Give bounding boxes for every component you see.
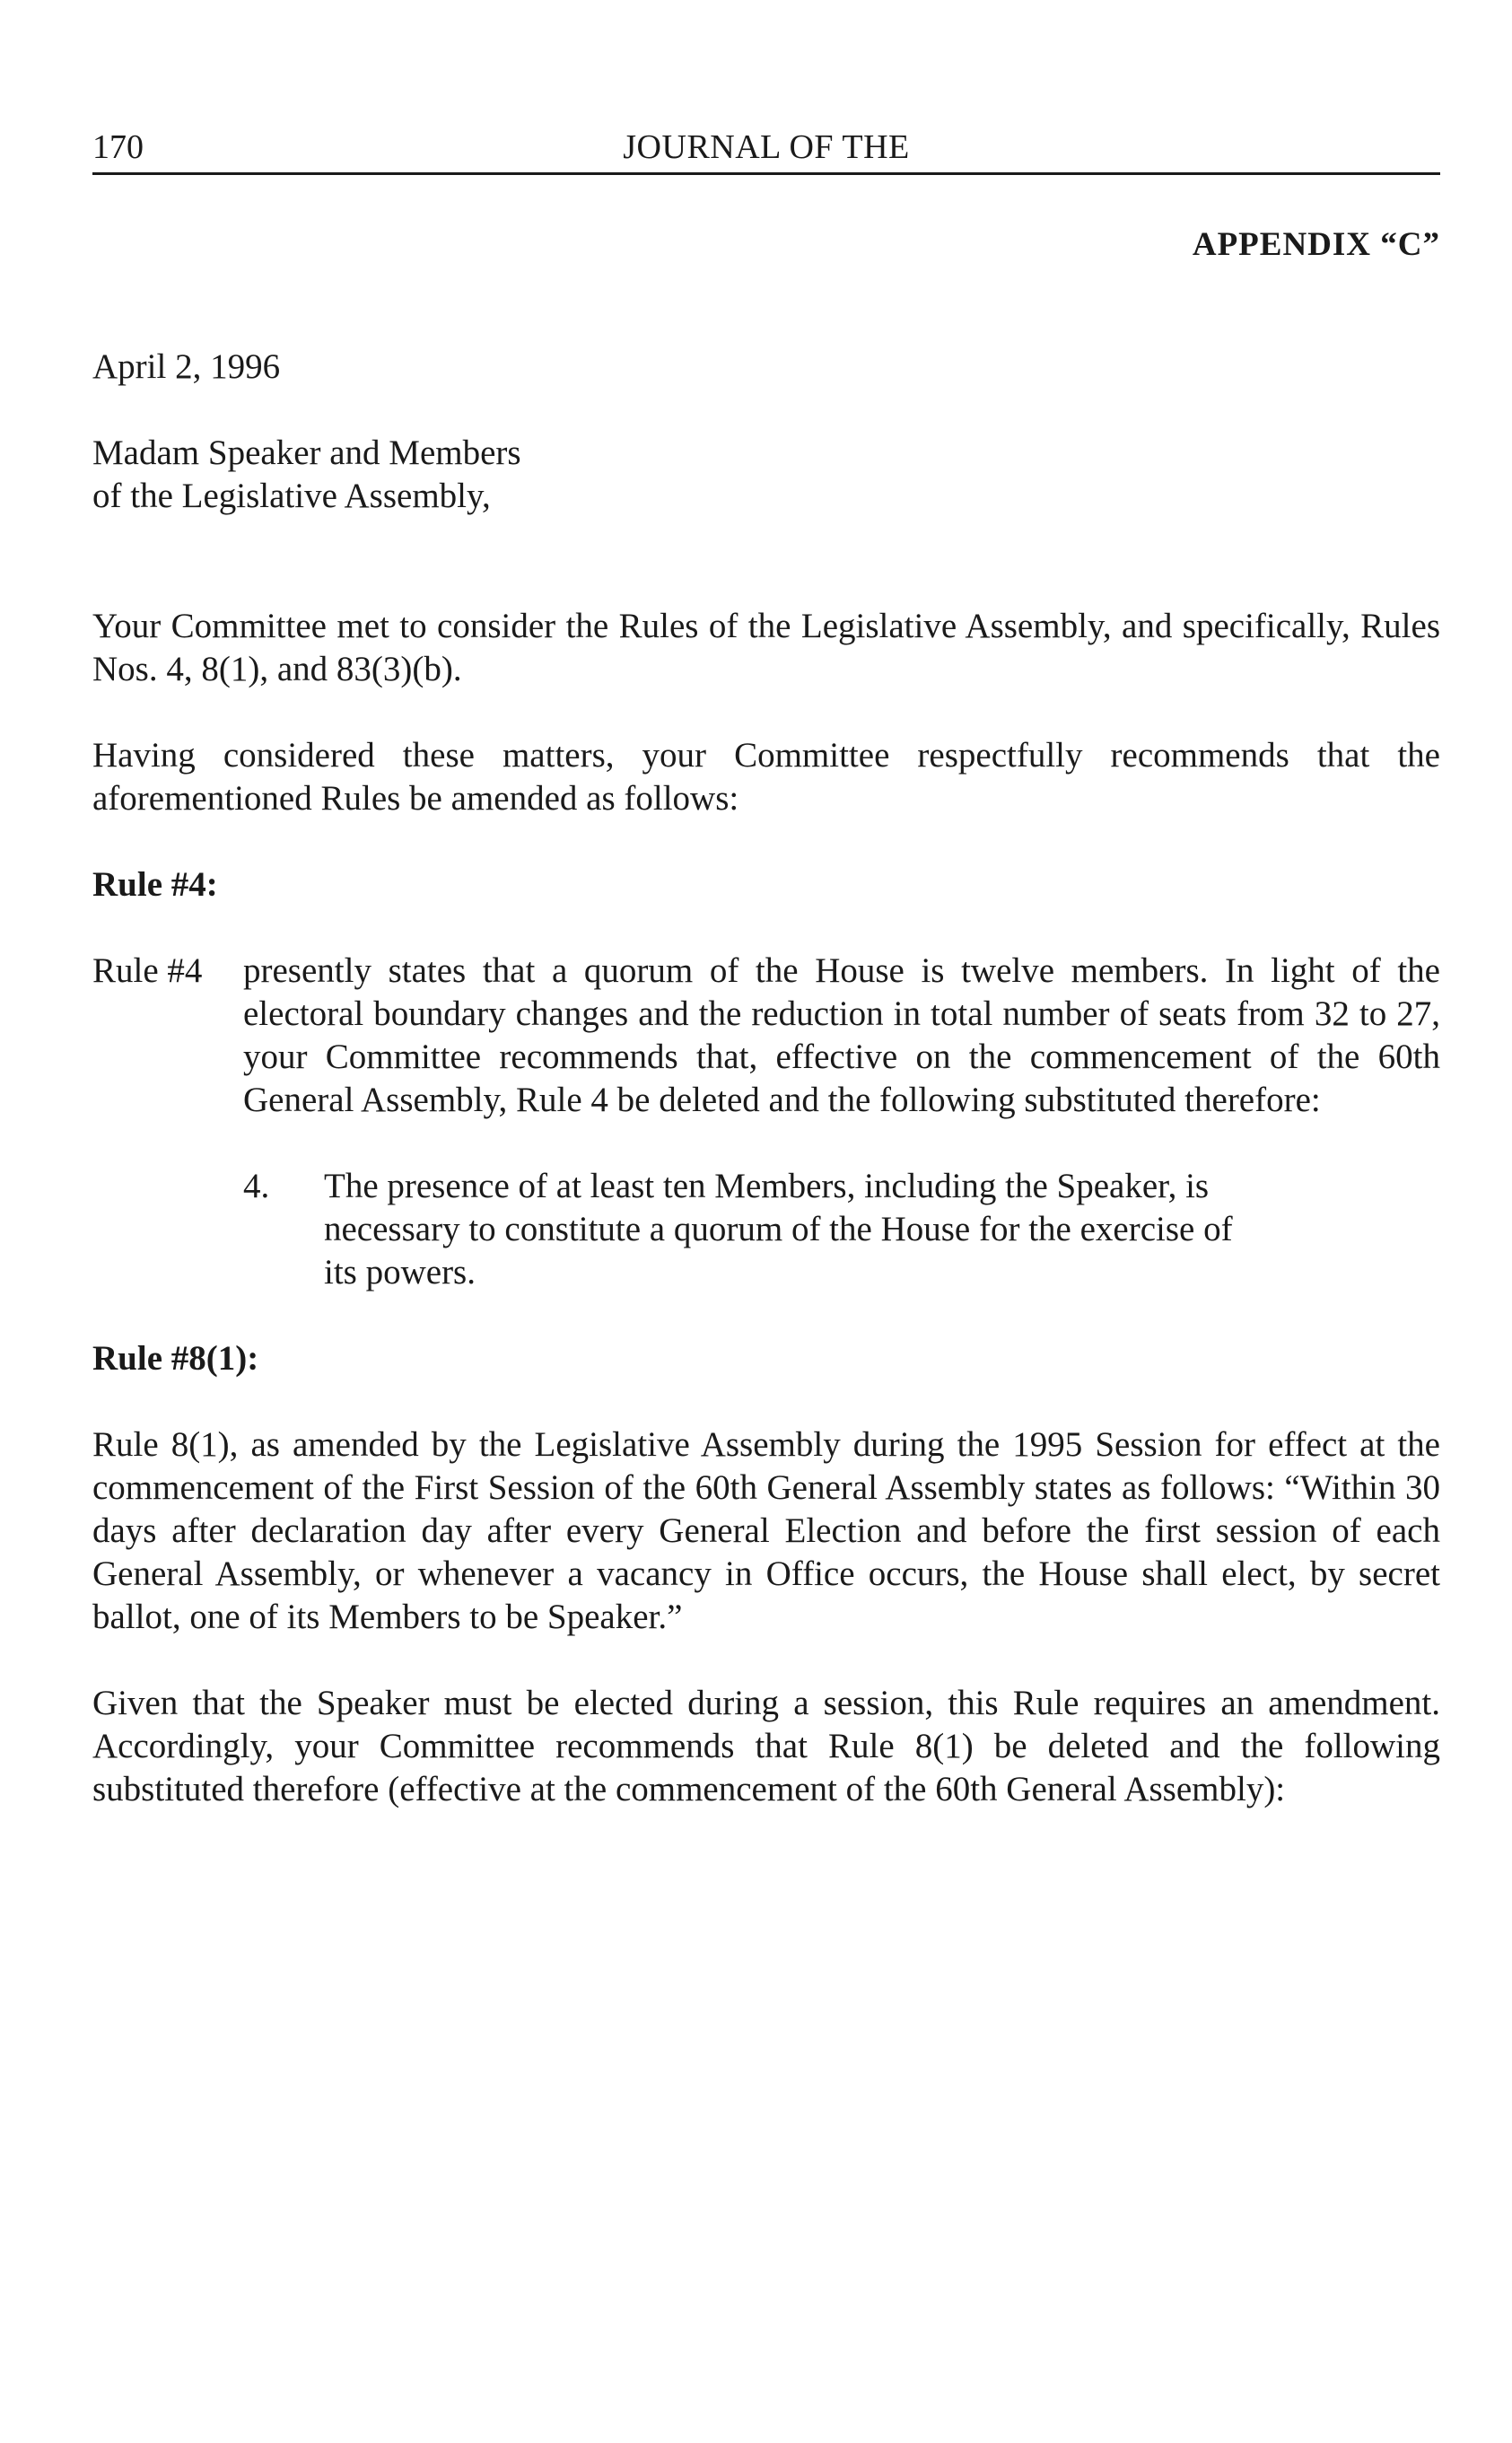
running-header bbox=[92, 126, 1440, 175]
rule-4-lead: Rule #4 bbox=[92, 951, 203, 990]
rule-8-paragraph-1: Rule 8(1), as amended by the Legislative Assembly during the 1995 Session for effect at the commencement of the First Session of the 60th General Assembly states as follows: “Within 30 days after declaration day after every General Election and before the first session of each General Assembly, or whenever a vacancy in Office occurs, the House shall elect, by secret ballot, one of its Members to be Speaker.” bbox=[92, 1425, 1440, 1636]
document-page bbox=[92, 126, 1440, 1811]
salutation-line-2: of the Legislative Assembly, bbox=[92, 477, 491, 515]
rule-4-heading: Rule #4: bbox=[92, 865, 218, 904]
rule-8-heading: Rule #8(1): bbox=[92, 1339, 259, 1378]
recommendation-paragraph: Having considered these matters, your Committee respectfully recommends that the aforementioned Rules be amended as follows: bbox=[92, 736, 1440, 818]
rule-4-paragraph bbox=[92, 950, 1440, 1122]
substitute-text: The presence of at least ten Members, including the Speaker, is necessary to constitute a quorum of the House for the exercise of its powers. bbox=[324, 1167, 1233, 1292]
intro-paragraph: Your Committee met to consider the Rules of the Legislative Assembly, and specifically, Rules Nos. 4, 8(1), and 83(3)(b). bbox=[92, 607, 1440, 688]
rule-4-substitute bbox=[243, 1165, 1266, 1294]
rule-4-body: presently states that a quorum of the House is twelve members. In light of the electoral boundary changes and the reduction in total number of seats from 32 to 27, your Committee recommends that, effective on the commencement of the 60th General Assembly, Rule 4 be deleted and the following substituted therefore: bbox=[243, 951, 1440, 1119]
salutation bbox=[92, 432, 1440, 518]
appendix-label: APPENDIX “C” bbox=[1192, 226, 1440, 263]
salutation-line-1: Madam Speaker and Members bbox=[92, 433, 521, 472]
letter-date: April 2, 1996 bbox=[92, 347, 281, 386]
rule-8-paragraph-2: Given that the Speaker must be elected during a session, this Rule requires an amendment. Accordingly, your Committee recommends that Rule 8(1) be deleted and the following substituted therefore (effective at the commencement of the 60th General Assembly): bbox=[92, 1684, 1440, 1808]
journal-title: JOURNAL OF THE bbox=[623, 128, 910, 166]
page-number: 170 bbox=[92, 128, 144, 166]
substitute-number: 4. bbox=[243, 1167, 270, 1205]
